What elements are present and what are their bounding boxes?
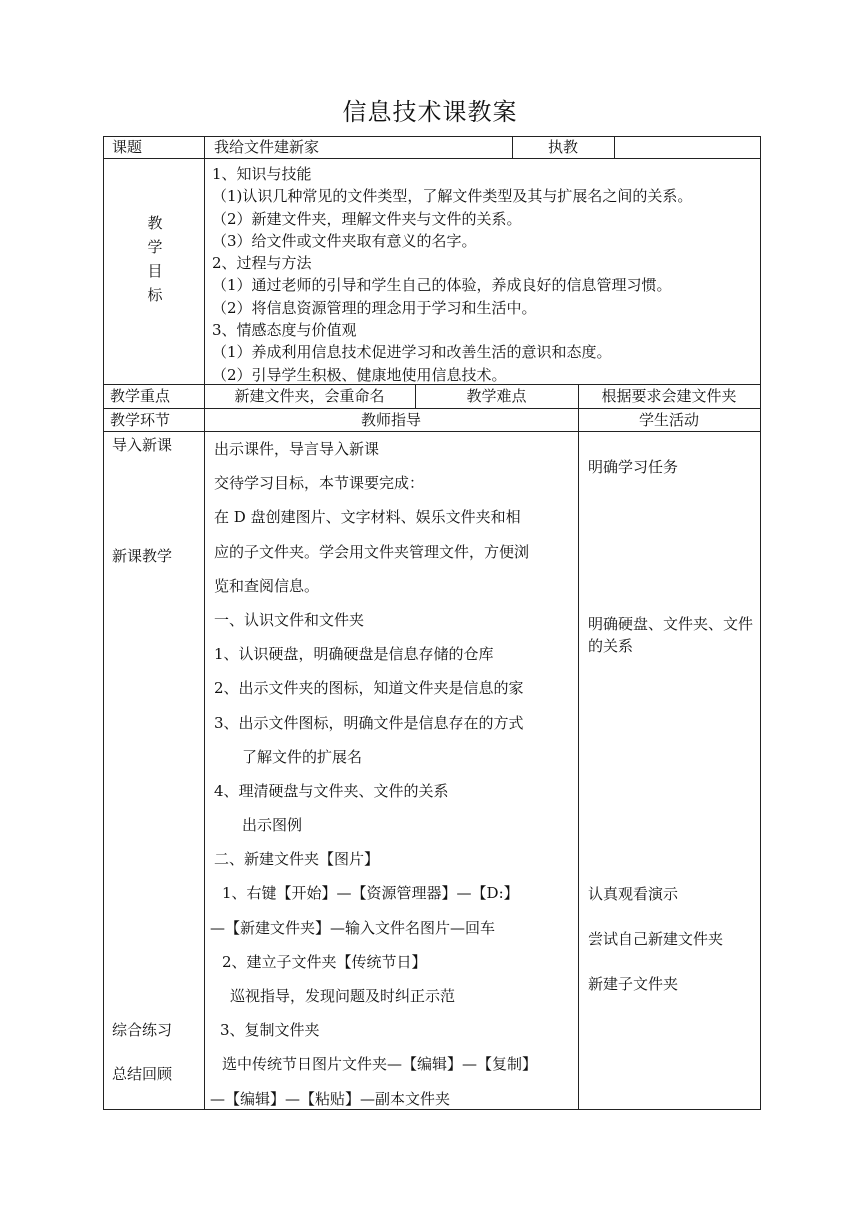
student-activity: 尝试自己新建文件夹 — [588, 930, 724, 948]
teacher-line: 了解文件的扩展名 — [242, 747, 363, 766]
difficulty-label: 教学难点 — [466, 387, 527, 405]
objective-line: （2）将信息资源管理的理念用于学习和生活中。 — [212, 298, 537, 317]
teacher-line: 选中传统节日图片文件夹—【编辑】—【复制】 — [222, 1055, 538, 1074]
objectives-content — [212, 163, 692, 386]
objectives-label-char: 标 — [147, 286, 163, 304]
teacher-column-header: 教师指导 — [360, 411, 421, 429]
stage-practice: 综合练习 — [112, 1021, 173, 1039]
teacher-line: 2、出示文件夹的图标，知道文件夹是信息的家 — [214, 679, 524, 698]
objectives-label-char: 学 — [147, 238, 163, 256]
stage-column-header: 教学环节 — [110, 411, 171, 429]
topic-label: 课题 — [112, 138, 143, 156]
teacher-line: 应的子文件夹。学会用文件夹管理文件，方便浏 — [214, 542, 530, 561]
teacher-line: —【编辑】—【粘贴】—副本文件夹 — [210, 1089, 451, 1108]
objective-line: （1)认识几种常见的文件类型，了解文件类型及其与扩展名之间的关系。 — [212, 187, 693, 206]
teacher-line: 巡视指导，发现问题及时纠正示范 — [230, 987, 456, 1005]
teacher-line: —【新建文件夹】—输入文件名图片—回车 — [210, 918, 496, 937]
topic-value: 我给文件建新家 — [214, 138, 320, 156]
objective-line: （1）养成利用信息技术促进学习和改善生活的意识和态度。 — [212, 343, 612, 362]
objectives-label-char: 教 — [147, 214, 163, 232]
objectives-label — [145, 211, 165, 307]
teacher-line: 4、理清硬盘与文件夹、文件的关系 — [214, 781, 449, 800]
teacher-line: 二、新建文件夹【图片】 — [214, 850, 380, 869]
document-title: 信息技术课教案 — [342, 98, 518, 126]
teacher-line: 一、认识文件和文件夹 — [214, 610, 365, 629]
key-point-value: 新建文件夹，会重命名 — [234, 387, 385, 405]
student-activity: 明确学习任务 — [588, 458, 679, 476]
teacher-line: 出示图例 — [242, 816, 303, 835]
teacher-line: 在 D 盘创建图片、文字材料、娱乐文件夹和相 — [214, 508, 521, 527]
objective-line: 1、知识与技能 — [212, 165, 312, 183]
difficulty-value: 根据要求会建文件夹 — [601, 387, 737, 405]
student-activity: 新建子文件夹 — [588, 975, 679, 993]
teacher-guidance — [210, 437, 576, 1121]
objectives-label-char: 目 — [147, 262, 163, 280]
objective-line: （2）引导学生积极、健康地使用信息技术。 — [212, 365, 507, 384]
student-activity: 认真观看演示 — [588, 885, 679, 903]
teacher-line: 交待学习目标，本节课要完成： — [214, 474, 425, 493]
stage-new-lesson: 新课教学 — [112, 547, 173, 565]
teacher-line: 3、复制文件夹 — [220, 1021, 320, 1040]
teacher-line: 2、建立子文件夹【传统节日】 — [222, 952, 427, 971]
teacher-line: 出示课件，导言导入新课 — [214, 440, 380, 458]
teacher-line: 览和查阅信息。 — [214, 576, 320, 595]
objective-line: （3）给文件或文件夹取有意义的名字。 — [212, 231, 477, 250]
stage-summary: 总结回顾 — [112, 1065, 173, 1083]
teacher-line: 1、认识硬盘，明确硬盘是信息存储的仓库 — [214, 645, 494, 664]
key-point-label: 教学重点 — [110, 387, 171, 405]
student-column-header: 学生活动 — [638, 411, 699, 429]
stage-intro: 导入新课 — [112, 436, 173, 454]
student-activity: 明确硬盘、文件夹、文件的关系 — [588, 615, 754, 655]
objective-line: （1）通过老师的引导和学生自己的体验，养成良好的信息管理习惯。 — [212, 276, 672, 295]
teacher-line: 3、出示文件图标，明确文件是信息存在的方式 — [214, 713, 524, 732]
objective-line: 3、情感态度与价值观 — [212, 321, 357, 340]
teacher-line: 1、右键【开始】—【资源管理器】—【D:】 — [222, 884, 519, 903]
teacher-label: 执教 — [547, 138, 578, 156]
objective-line: （2）新建文件夹，理解文件夹与文件的关系。 — [212, 209, 522, 228]
objective-line: 2、过程与方法 — [212, 254, 312, 273]
